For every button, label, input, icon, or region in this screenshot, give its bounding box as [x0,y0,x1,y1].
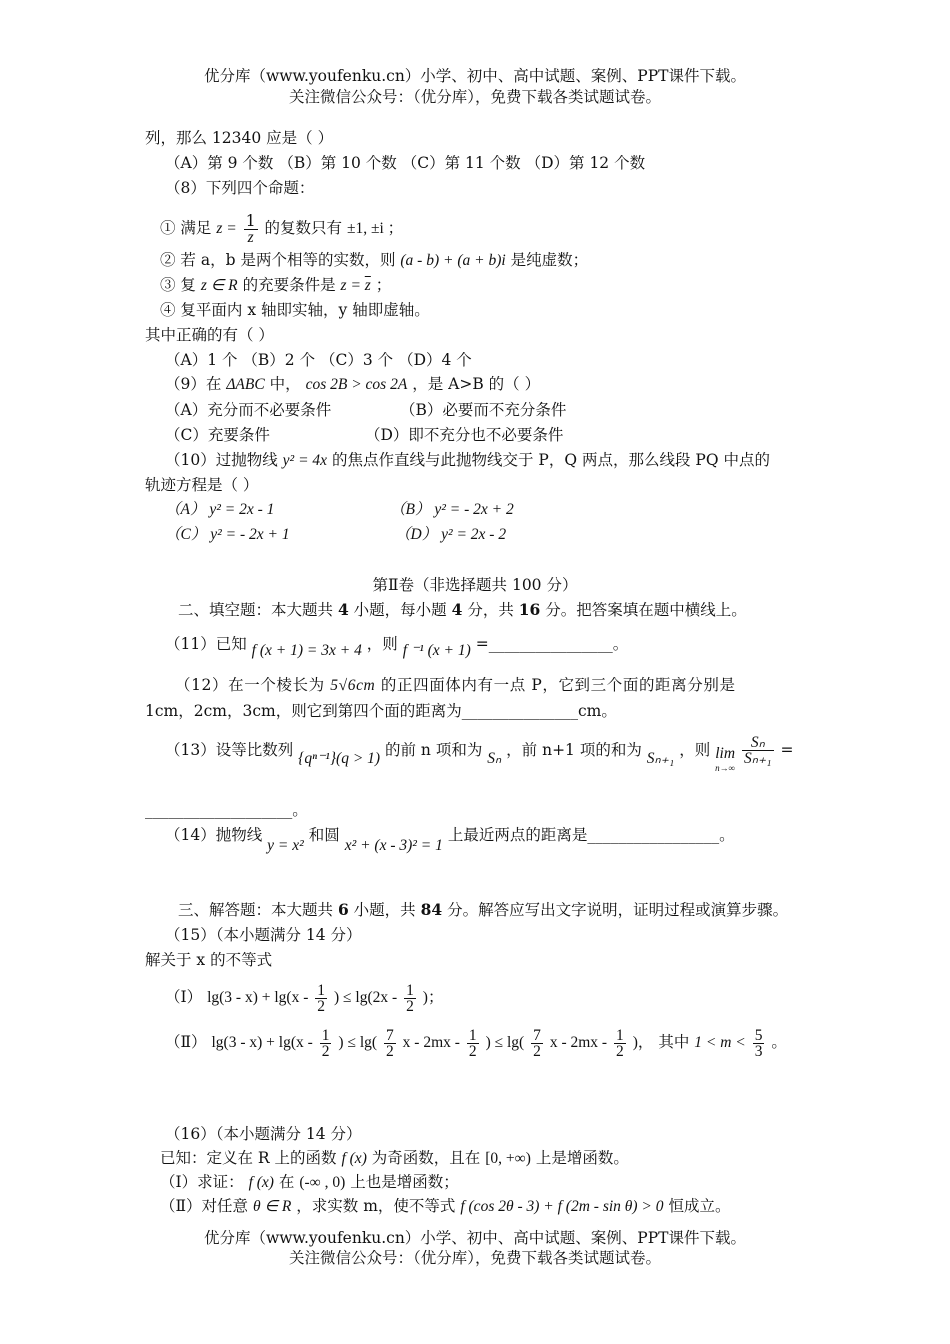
q13-denominator: Sₙ₊₁ [744,750,772,767]
q16-desc-post: 上是增函数。 [535,1149,629,1167]
q16-ii-pre: （Ⅱ）对任意 [160,1197,249,1215]
q15-ii-range: 1 < m < [694,1034,746,1051]
q13-limit [715,747,735,775]
q8-p2-math: (a - b) + (a + b)i [400,252,506,269]
q13-sn1: Sₙ₊₁ [646,750,675,767]
q14-parabola: y = x² [267,837,304,854]
q8-proposition-3 [160,275,391,296]
q15-ii-frac-1 [320,1028,332,1059]
q11-pre: （11）已知 [165,635,247,653]
q9-option-b: （B）必要而不充分条件 [400,401,567,419]
q15-ii-end: 。 [771,1033,787,1051]
q13-sn: Sₙ [487,750,502,767]
q15-i-frac2-den: 2 [406,997,414,1015]
q15-ii-a: lg(3 - x) + lg(x - [211,1034,313,1051]
header-line-2: 关注微信公众号：（优分库），免费下载各类试题试卷。 [288,88,661,106]
q15-i-frac1-num: 1 [317,981,326,999]
q15-ii-frac-5 [614,1028,626,1059]
q7-options: （A）第 9 个数 （B）第 10 个数 （C）第 11 个数 （D）第 12 个数 [165,154,646,172]
q16-i-fx: f (x) [248,1174,274,1191]
q15-i-frac-2 [404,983,416,1014]
q8-options: （A）1 个 （B）2 个 （C）3 个 （D）4 个 [165,351,472,369]
q11-blank: =________________。 [475,635,629,653]
q15-ii-frac5-den: 2 [616,1042,624,1060]
q8-p1-z: z = [216,220,237,237]
part3-count: 6 [337,900,349,919]
q16-ii-post: 恒成立。 [668,1197,731,1215]
part3-intro-mid: 小题，共 [348,901,421,919]
q9-pre: （9）在 [165,375,222,393]
q13-pre: （13）设等比数列 [165,741,294,759]
q15-title: （15）（本小题满分 14 分） [165,926,362,944]
q16-part-2 [160,1196,730,1217]
q15-ii-frac4-num: 7 [533,1026,541,1044]
q16-title: （16）（本小题满分 14 分） [165,1125,362,1143]
q15-ii-frac4-den: 2 [533,1042,541,1060]
q15-ii-frac-2 [384,1028,396,1059]
part2-count: 4 [337,600,349,619]
part2-intro-mid: 小题，每小题 [348,601,452,619]
part3-intro-post: 分。解答应写出文字说明，证明过程或演算步骤。 [442,901,789,919]
q14-post: 上最近两点的距离是_________________。 [447,826,735,844]
q10-pre: （10）过抛物线 [165,451,278,469]
part2-intro [178,600,747,620]
footer-line-1: 优分库（www.youfenku.cn）小学、初中、高中试题、案例、PPT课件下载。 [203,1229,747,1247]
q13-blank: ___________________。 [145,801,308,819]
q15-part-2 [165,1020,787,1064]
q16-fx: f (x) [341,1150,367,1167]
q13-lim: lim [715,745,736,762]
q8-p2-post: 是纯虚数； [510,251,589,269]
q16-part-1 [160,1172,459,1193]
q15-ii-frac-4 [531,1028,543,1059]
q10-stem-line2: 轨迹方程是（ ） [145,476,259,494]
q8-p1-post: 的复数只有 [264,219,343,237]
q14-pre: （14）抛物线 [165,826,263,844]
q16-ii-inequality: f (cos 2θ - 3) + f (2m - sin θ) > 0 [460,1198,664,1215]
q11-stem [165,632,629,659]
part2-points: 4 [451,600,463,619]
q13-ratio [742,735,774,766]
part2-title: 第Ⅱ卷（非选择题共 100 分） [372,576,578,594]
q10-stem [165,450,770,471]
q8-p1-values: ±1, ±i ； [346,220,404,237]
header-line-1: 优分库（www.youfenku.cn）小学、初中、高中试题、案例、PPT课件下载。 [203,67,747,85]
q10-option-d: （D） y² = 2x - 2 [395,526,507,543]
q15-ii-frac-6 [753,1028,765,1059]
q8-title: （8）下列四个命题： [165,179,315,197]
q12-edge-length: 5√6cm [330,677,376,694]
q15-i-frac-1 [315,983,327,1014]
q10-option-b: （B） y² = - 2x + 2 [390,501,514,518]
q13-numerator: Sₙ [742,735,774,751]
q16-i-pre: （Ⅰ）求证： [160,1173,244,1191]
q15-ii-label: （Ⅱ） [165,1033,207,1051]
q9-post: ，是 A>B 的（ ） [412,375,541,393]
q15-i-a: lg(3 - x) + lg(x - [207,989,309,1006]
q15-ii-where: 其中 [658,1033,690,1051]
part2-intro-post: 分。把答案填在题中横线上。 [540,601,747,619]
q15-ii-frac3-num: 1 [468,1026,477,1044]
q9-option-c: （C）充要条件 [165,426,270,444]
part2-intro-mid2: 分，共 [462,601,519,619]
q15-ii-frac2-den: 2 [385,1042,394,1060]
q8-p3-math: z ∈ R [200,277,238,294]
q16-desc [160,1148,629,1169]
q13-sequence: {qⁿ⁻¹}(q > 1) [298,750,381,767]
q10-option-a: （A） y² = 2x - 1 [165,501,275,518]
q15-ii-frac3-den: 2 [468,1042,477,1060]
q15-ii-e: x - 2mx - [549,1034,608,1051]
q15-ii-frac1-den: 2 [321,1042,330,1060]
q14-mid: 和圆 [308,826,340,844]
q8-which: 其中正确的有（ ） [145,326,274,344]
q16-i-post: 上也是增函数； [350,1173,459,1191]
q10-post: 的焦点作直线与此抛物线交于 P，Q 两点，那么线段 PQ 中点的 [331,451,770,469]
q11-equation: f (x + 1) = 3x + 4 [251,642,362,659]
q15-desc: 解关于 x 的不等式 [145,951,273,969]
q14-circle: x² + (x - 3)² = 1 [344,837,443,854]
q15-part-1 [165,975,443,1019]
footer-line-2: 关注微信公众号：（优分库），免费下载各类试题试卷。 [288,1249,661,1267]
q9-option-d: （D）即不充分也不必要条件 [365,426,564,444]
part3-total: 84 [420,900,443,919]
q8-p3-mid: 的充要条件是 [242,276,336,294]
q16-i-interval: (-∞ , 0) [299,1174,346,1191]
q16-interval: [0, +∞) [485,1150,531,1167]
q15-ii-c: x - 2mx - [402,1034,460,1051]
part3-intro-pre: 三、解答题：本大题共 [178,901,338,919]
q13-mid2: ，前 n+1 项的和为 [506,741,642,759]
q15-ii-frac6-den: 3 [754,1042,763,1060]
part2-total: 16 [518,600,541,619]
q8-proposition-2 [160,250,588,271]
q9-condition: cos 2B > cos 2A [305,376,408,393]
q12-pre: （12）在一个棱长为 [175,676,325,694]
q10-parabola: y² = 4x [282,452,328,469]
q16-ii-theta: θ ∈ R [252,1198,292,1215]
q12-post: 的正四面体内有一点 P，它到三个面的距离分别是 [380,676,736,694]
q8-p1-fraction: $\frac{1}{z}$ [245,211,256,246]
q15-i-frac2-num: 1 [406,981,414,999]
q15-ii-f: )， [632,1034,654,1051]
q13-lim-sub: n→∞ [715,763,736,773]
q16-desc-mid: 为奇函数，且在 [371,1149,481,1167]
q16-ii-mid: ，求实数 m，使不等式 [296,1197,456,1215]
part2-intro-pre: 二、填空题：本大题共 [178,601,338,619]
q15-i-frac1-den: 2 [317,997,326,1015]
q12-stem [175,675,736,696]
q8-p3-post: ； [375,276,392,294]
q8-p1-pre: ① 满足 [160,219,212,237]
q15-ii-frac6-num: 5 [754,1026,763,1044]
q13-mid: 的前 n 项和为 [385,741,483,759]
q8-p3-pre: ③ 复 [160,276,196,294]
q9-triangle: ΔABC [226,376,265,393]
q11-mid: ，则 [366,635,398,653]
q11-inverse: f ⁻¹ (x + 1) [402,642,471,659]
q15-i-c: )； [422,989,444,1006]
q15-ii-frac5-num: 1 [616,1026,624,1044]
q7-continuation: 列，那么 12340 应是（ ） [145,129,334,147]
q15-ii-frac-3 [467,1028,479,1059]
q9-option-a: （A）充分而不必要条件 [165,401,332,419]
q15-ii-frac1-num: 1 [321,1026,330,1044]
q8-p2-pre: ② 若 a，b 是两个相等的实数，则 [160,251,396,269]
q9-mid: 中， [269,375,301,393]
q15-i-label: （Ⅰ） [165,988,203,1006]
part3-intro [178,900,788,920]
q16-i-mid: 在 [278,1173,295,1191]
q16-desc-pre: 已知：定义在 R 上的函数 [160,1149,337,1167]
q15-ii-d: ) ≤ lg( [485,1034,525,1051]
q14-stem [165,825,735,855]
q8-p3-conj: $z = \overline{z}$ [340,277,371,294]
q13-mid3: ，则 [679,741,711,759]
q15-ii-frac2-num: 7 [385,1026,394,1044]
q12-stem-line2: 1cm，2cm，3cm，则它到第四个面的距离为_______________cm。 [145,702,617,720]
q15-i-b: ) ≤ lg(2x - [333,989,398,1006]
q13-equals: = [780,741,794,759]
q15-ii-b: ) ≤ lg( [338,1034,378,1051]
q13-stem [165,735,793,785]
q10-option-c: （C） y² = - 2x + 1 [165,526,290,543]
q8-proposition-1 [160,210,403,246]
q9-stem [165,374,540,395]
q8-proposition-4: ④ 复平面内 x 轴即实轴，y 轴即虚轴。 [160,301,430,319]
